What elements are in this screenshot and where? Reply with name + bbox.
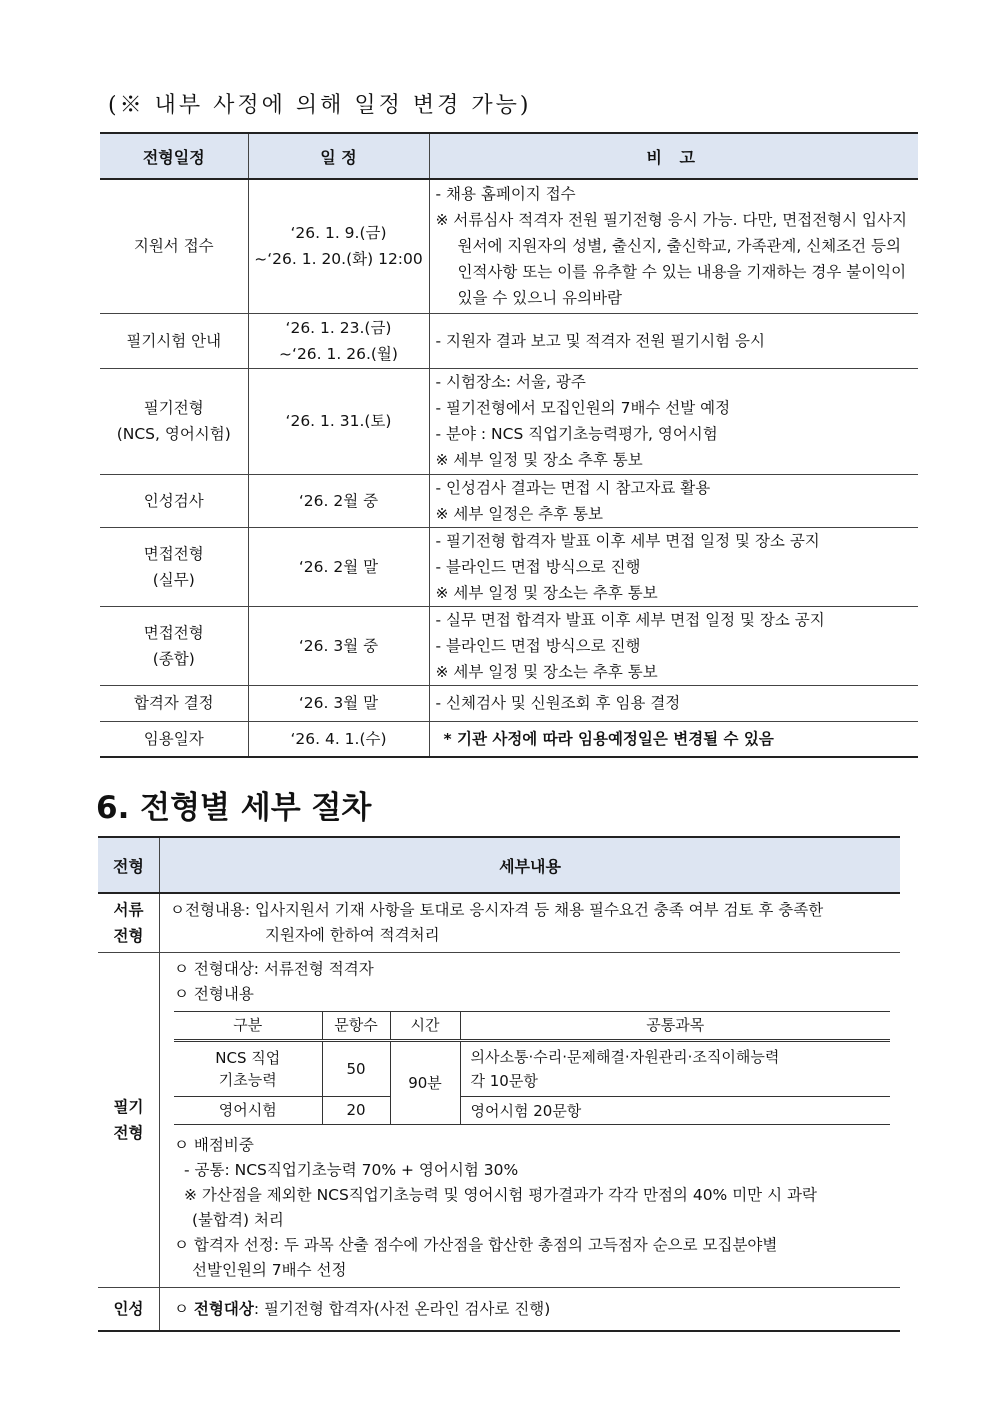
schedule-table bbox=[100, 132, 918, 758]
stage-cell: 인성검사 bbox=[100, 474, 248, 527]
stage-cell: 면접전형 (실무) bbox=[100, 527, 248, 606]
english-row: 영어시험 20 영어시험 20문항 bbox=[174, 1097, 890, 1125]
date-cell: ‘26. 1. 9.(금) ~‘26. 1. 20.(화) 12:00 bbox=[248, 179, 429, 313]
written-content: ㅇ 전형내용 bbox=[174, 985, 254, 1003]
remarks-cell: - 신체검사 및 신원조회 후 임용 결정 bbox=[429, 685, 918, 721]
written-detail: ㅇ 전형대상: 서류전형 적격자 ㅇ 전형내용 구분 문항수 시간 공통과목 NCS 직업 기초능력 50 90분 의사소통·수리·문제해결·자원관리·조직이해능력 각 10문항 영어시험 20 영어시험 20문항 ㅇ 배점비중 - 공통: NCS직업기초능력 70% + 영어시험 30% ※ 가산점을 제외한 NCS직업기초능력 및 영어시험 평가결과가 각각 만점의 40% 미만 시 과락 (불합격) 처리 ㅇ 합격자 선정: 두 과목 산출 점수에 가산점을 합산한 총점의 고득점자 순으로 모집분야별 선발인원의 7배수 선정 bbox=[160, 953, 901, 1288]
schedule-header-row bbox=[100, 133, 918, 179]
date-cell: ‘26. 2월 말 bbox=[248, 527, 429, 606]
personality-detail: ㅇ 전형대상: 필기전형 합격자(사전 온라인 검사로 진행) bbox=[160, 1288, 901, 1332]
date-cell: ‘26. 3월 말 bbox=[248, 685, 429, 721]
schedule-row bbox=[100, 527, 918, 606]
remarks-cell: - 시험장소: 서울, 광주 - 필기전형에서 모집인원의 7배수 선발 예정 - 분야 : NCS 직업기초능력평가, 영어시험 ※ 세부 일정 및 장소 추후 통보 bbox=[429, 368, 918, 474]
schedule-row bbox=[100, 606, 918, 685]
schedule-row bbox=[100, 313, 918, 368]
document-detail: ㅇ전형내용: 입사지원서 기재 사항을 토대로 응시자격 등 채용 필수요건 충족 여부 검토 후 충족한 지원자에 한하여 적격처리 bbox=[160, 893, 901, 953]
ncs-row: NCS 직업 기초능력 50 90분 의사소통·수리·문제해결·자원관리·조직이해능력 각 10문항 bbox=[174, 1041, 890, 1097]
remarks-cell: - 필기전형 합격자 발표 이후 세부 면접 일정 및 장소 공지 - 블라인드 면접 방식으로 진행 ※ 세부 일정 및 장소는 추후 통보 bbox=[429, 527, 918, 606]
date-cell: ‘26. 1. 23.(금) ~‘26. 1. 26.(월) bbox=[248, 313, 429, 368]
schedule-row bbox=[100, 368, 918, 474]
header-date: 일 정 bbox=[248, 133, 429, 179]
header-remarks: 비 고 bbox=[429, 133, 918, 179]
remarks-cell: - 채용 홈페이지 접수 ※ 서류심사 적격자 전원 필기전형 응시 가능. 다만, 면접전형시 입사지원서에 지원자의 성별, 출신지, 출신학교, 가족관계, 신체조건 등의 인적사항 또는 이를 유추할 수 있는 내용을 기재하는 경우 불이익이 있을 수 있으니 유의바람 bbox=[429, 179, 918, 313]
stage-cell: 필기전형 (NCS, 영어시험) bbox=[100, 368, 248, 474]
document-screening-row bbox=[98, 893, 900, 953]
schedule-row bbox=[100, 721, 918, 757]
stage-cell: 면접전형 (종합) bbox=[100, 606, 248, 685]
stage-cell: 지원서 접수 bbox=[100, 179, 248, 313]
date-cell: ‘26. 3월 중 bbox=[248, 606, 429, 685]
date-cell: ‘26. 1. 31.(토) bbox=[248, 368, 429, 474]
personality-row bbox=[98, 1288, 900, 1332]
date-cell: ‘26. 2월 중 bbox=[248, 474, 429, 527]
personality-label: 인성 bbox=[98, 1288, 160, 1332]
procedure-table bbox=[98, 836, 900, 1332]
header-stage: 전형일정 bbox=[100, 133, 248, 179]
remarks-cell: * 기관 사정에 따라 임용예정일은 변경될 수 있음 bbox=[429, 721, 918, 757]
remarks-cell: - 실무 면접 합격자 발표 이후 세부 면접 일정 및 장소 공지 - 블라인드 면접 방식으로 진행 ※ 세부 일정 및 장소는 추후 통보 bbox=[429, 606, 918, 685]
exam-subject-table: 구분 문항수 시간 공통과목 NCS 직업 기초능력 50 90분 의사소통·수리·문제해결·자원관리·조직이해능력 각 10문항 영어시험 20 영어시험 20문항 bbox=[174, 1011, 890, 1125]
written-exam-row bbox=[98, 953, 900, 1288]
remarks-cell: - 인성검사 결과는 면접 시 참고자료 활용 ※ 세부 일정은 추후 통보 bbox=[429, 474, 918, 527]
header-detail: 세부내용 bbox=[160, 837, 901, 893]
written-target: ㅇ 전형대상: 서류전형 적격자 bbox=[174, 960, 374, 978]
stage-cell: 임용일자 bbox=[100, 721, 248, 757]
section-title: 6. 전형별 세부 절차 bbox=[96, 790, 372, 826]
schedule-row bbox=[100, 685, 918, 721]
written-label: 필기 전형 bbox=[98, 953, 160, 1288]
schedule-change-note: (※ 내부 사정에 의해 일정 변경 가능) bbox=[108, 93, 532, 118]
schedule-row bbox=[100, 179, 918, 313]
schedule-row bbox=[100, 474, 918, 527]
header-type: 전형 bbox=[98, 837, 160, 893]
date-cell: ‘26. 4. 1.(수) bbox=[248, 721, 429, 757]
stage-cell: 합격자 결정 bbox=[100, 685, 248, 721]
document-label: 서류 전형 bbox=[98, 893, 160, 953]
remarks-cell: - 지원자 결과 보고 및 적격자 전원 필기시험 응시 bbox=[429, 313, 918, 368]
procedure-header-row bbox=[98, 837, 900, 893]
stage-cell: 필기시험 안내 bbox=[100, 313, 248, 368]
